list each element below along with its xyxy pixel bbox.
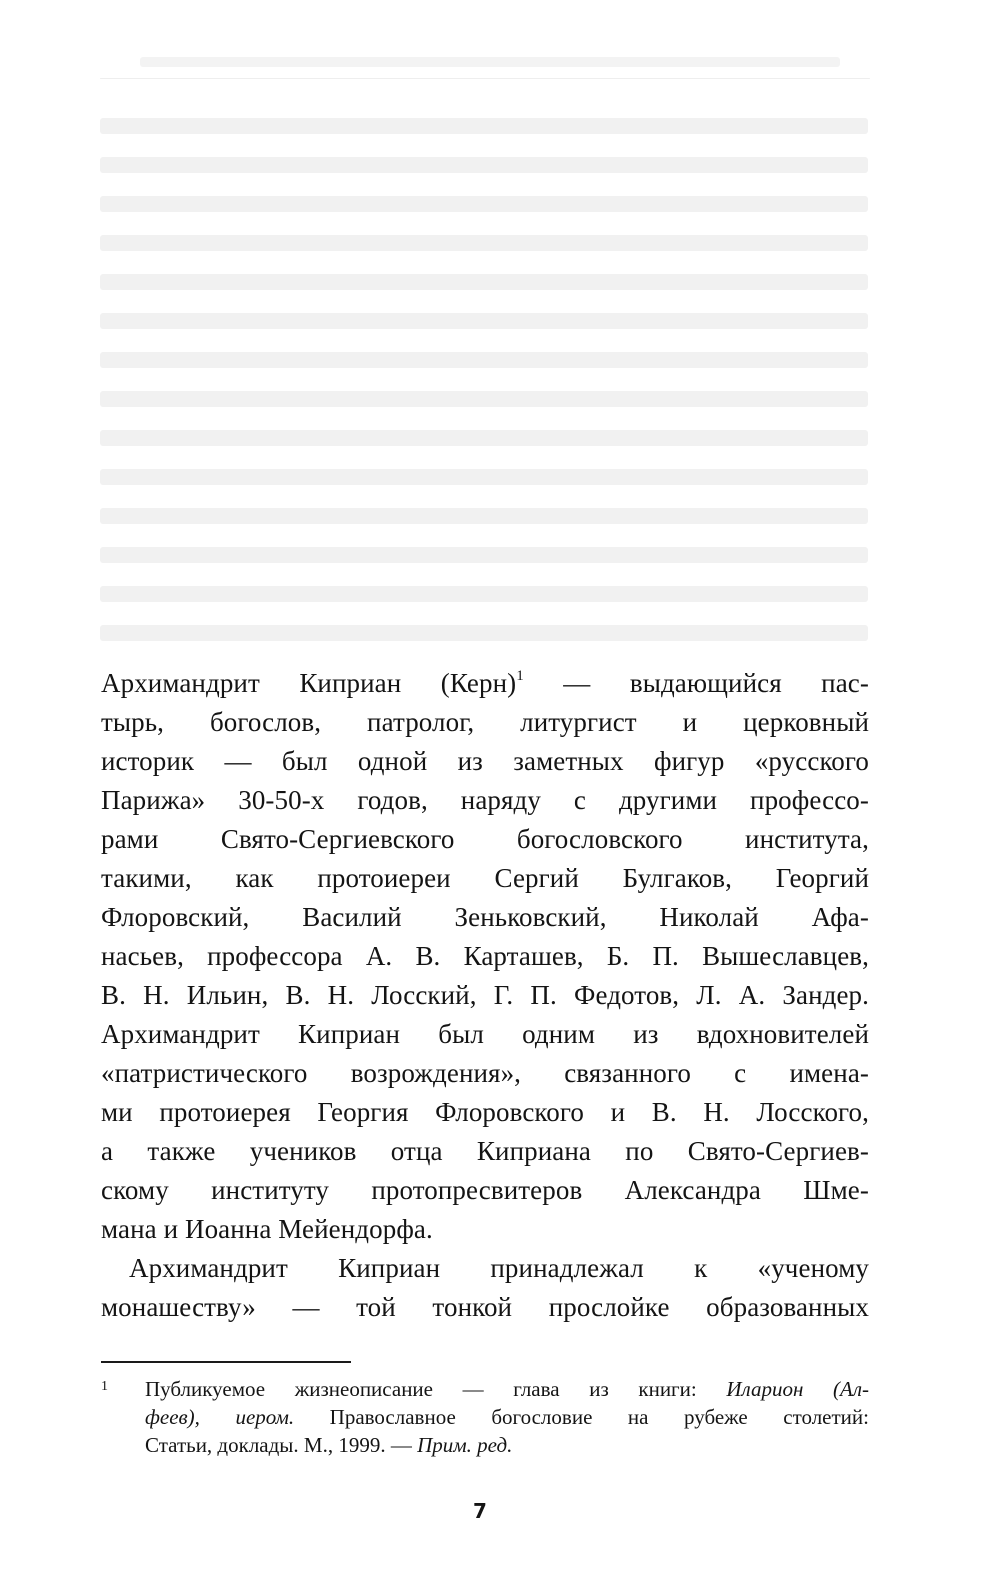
italic-fragment: Иларион (Ал- — [726, 1377, 869, 1401]
paragraph-2 — [101, 1249, 869, 1327]
bleed-line — [100, 118, 868, 134]
footnote-line — [145, 1403, 869, 1431]
page-number: 7 — [473, 1499, 487, 1523]
text-line: монашеству» — той тонкой прослойке образованных — [101, 1292, 869, 1322]
text-line: а также учеников отца Киприана по Свято-Сергиев- — [101, 1136, 869, 1166]
italic-fragment: феев), иером. — [145, 1405, 295, 1429]
text-line — [101, 664, 869, 703]
bleed-line — [100, 352, 868, 368]
bleed-line — [100, 586, 868, 602]
text-line: Флоровский, Василий Зеньковский, Николай Афа- — [101, 902, 869, 932]
text-line: Архимандрит Киприан принадлежал к «ученому — [129, 1253, 869, 1283]
text-line: ми протоиерея Георгия Флоровского и В. Н. Лосского, — [101, 1097, 869, 1127]
bleed-line — [100, 469, 868, 485]
bleed-rule — [100, 78, 870, 79]
text-line: скому институту протопресвитеров Александра Шме- — [101, 1175, 869, 1205]
bleed-line — [100, 508, 868, 524]
paragraph-1 — [101, 664, 869, 1249]
bleed-line — [100, 274, 868, 290]
text-line: историк — был одной из заметных фигур «русского — [101, 746, 869, 776]
text-line: Парижа» 30-50-х годов, наряду с другими профессо- — [101, 785, 869, 815]
footnote-separator — [101, 1361, 351, 1363]
text-line: «патристического возрождения», связанного с имена- — [101, 1058, 869, 1088]
footnote-reference[interactable]: 1 — [516, 668, 524, 684]
text-fragment: — выдающийся пас- — [523, 668, 869, 698]
text-line: В. Н. Ильин, В. Н. Лосский, Г. П. Федотов, Л. А. Зандер. — [101, 980, 869, 1010]
text-fragment: Публикуемое жизнеописание — глава из книги: — [145, 1377, 727, 1401]
bleed-line — [100, 625, 868, 641]
bleed-line — [100, 196, 868, 212]
bleed-line — [100, 391, 868, 407]
text-line: мана и Иоанна Мейендорфа. — [101, 1214, 433, 1244]
text-fragment: Статьи, доклады. М., 1999. — — [145, 1433, 418, 1457]
bleed-header — [140, 57, 840, 67]
footnote-line — [145, 1431, 869, 1459]
footnote-line — [145, 1375, 869, 1403]
text-fragment: Православное богословие на рубеже столетий: — [294, 1405, 869, 1429]
footnote — [101, 1375, 869, 1459]
italic-fragment: Прим. ред. — [417, 1433, 513, 1457]
footnote-body — [145, 1375, 869, 1459]
bleed-line — [100, 313, 868, 329]
bleed-line — [100, 235, 868, 251]
text-line: Архимандрит Киприан был одним из вдохновителей — [101, 1019, 869, 1049]
body-text — [101, 664, 869, 1327]
bleed-line — [100, 157, 868, 173]
text-line: рами Свято-Сергиевского богословского института, — [101, 824, 869, 854]
bleed-line — [100, 430, 868, 446]
footnote-marker: 1 — [101, 1379, 108, 1394]
text-fragment: Архимандрит Киприан (Керн) — [101, 668, 517, 698]
text-line: тырь, богослов, патролог, литургист и церковный — [101, 707, 869, 737]
text-line: такими, как протоиереи Сергий Булгаков, Георгий — [101, 863, 869, 893]
bleed-line — [100, 547, 868, 563]
text-line: насьев, профессора А. В. Карташев, Б. П. Вышеславцев, — [101, 941, 869, 971]
